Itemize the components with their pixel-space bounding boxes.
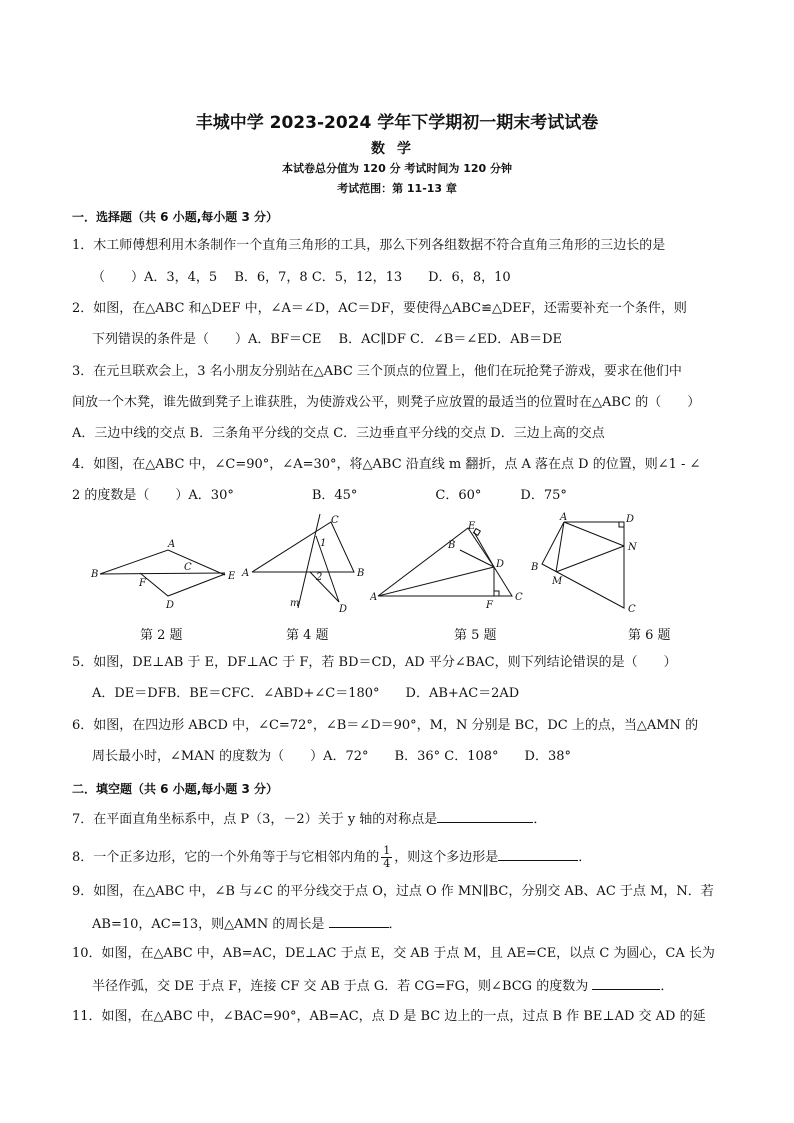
question-8 [72, 845, 591, 870]
subject-title: 数学 [371, 141, 423, 157]
fig6-label-d: D [626, 514, 635, 525]
question-1-options: （ ）A．3，4，5 B．6，7，8 C．5，12，13 D．6，8，10 [92, 270, 511, 285]
question-10-end: ． [660, 979, 674, 994]
fraction-numerator: 1 [383, 844, 391, 857]
fig4-label-angle-2: 2 [316, 572, 323, 583]
fraction-denominator: 4 [383, 857, 391, 870]
fig2-label-c: C [184, 562, 192, 573]
fig5-label-f: F [486, 600, 493, 610]
question-8-end: ． [578, 850, 592, 865]
fig4-label-d: D [339, 604, 348, 615]
fig6-line-an [564, 522, 624, 546]
fig6-label-m: M [552, 576, 563, 587]
question-8-text: 8．一个正多边形，它的一个外角等于与它相邻内角的 [72, 850, 380, 865]
fig5-label-b: B [448, 540, 456, 551]
question-6-options: 周长最小时，∠MAN 的度数为（ ）A．72° B．36° C．108° D．38° [92, 749, 571, 764]
fig2-label-a: A [168, 539, 176, 550]
caption-figure-6: 第 6 题 [628, 628, 671, 643]
fig4-label-b: B [357, 568, 365, 579]
section-choice-heading: 一．选择题（共 6 小题,每小题 3 分） [72, 210, 278, 224]
fig6-quadrilateral-abcd [542, 522, 624, 608]
question-8-text-2: ，则这个多边形是 [394, 850, 499, 865]
answer-blank-9[interactable] [329, 915, 389, 928]
fig5-right-angle-f [494, 591, 499, 596]
question-7-end: ． [533, 812, 547, 827]
question-7 [72, 810, 546, 828]
answer-blank-8[interactable] [498, 848, 578, 861]
question-9-line-1: 9．如图，在△ABC 中，∠B 与∠C 的平分线交于点 O，过点 O 作 MN∥BC，分别交 AB、AC 于点 M，N．若 [72, 884, 714, 899]
fig2-line-f-d-e [140, 573, 225, 596]
fig4-label-c: C [331, 515, 339, 526]
fig5-label-a: A [370, 592, 378, 603]
question-6-line-1: 6．如图，在四边形 ABCD 中，∠C=72°，∠B＝∠D＝90°，M，N 分别是 BC，DC 上的点，当△AMN 的 [72, 718, 699, 733]
question-1-line-1: 1．木工师傅想利用木条制作一个直角三角形的工具，那么下列各组数据不符合直角三角形的三边长的是 [72, 238, 666, 253]
question-5-options: A．DE＝DFB．BE＝CFC．∠ABD+∠C＝180° D．AB+AC＝2AD [92, 686, 520, 701]
fig2-label-e: E [228, 571, 236, 582]
question-9-text: AB=10，AC=13，则△AMN 的周长是 [92, 917, 325, 932]
fig6-line-mn [556, 546, 624, 572]
question-2-options: 下列错误的条件是（ ）A．BF＝CE B．AC∥DF C．∠B＝∠ED．AB＝DE [92, 332, 563, 347]
question-7-text: 7．在平面直角坐标系中，点 P（3，－2）关于 y 轴的对称点是 [72, 812, 438, 827]
question-11-line-1: 11．如图，在△ABC 中，∠BAC=90°，AB=AC，点 D 是 BC 边上的一点，过点 B 作 BE⊥AD 交 AD 的延 [72, 1009, 706, 1024]
fig5-outline [378, 528, 512, 596]
fig4-fold-line-m [298, 514, 323, 608]
figure-question-6 [528, 512, 648, 620]
fig5-label-c: C [515, 592, 523, 603]
caption-figure-2: 第 2 题 [140, 628, 183, 643]
figure-question-5 [370, 520, 530, 610]
fig6-label-a: A [560, 512, 568, 523]
question-10-line-1: 10．如图，在△ABC 中，AB=AC，DE⊥AC 于点 E，交 AB 于点 M，且 AE=CE，以点 C 为圆心，CA 长为 [72, 946, 715, 961]
fig5-label-d: D [496, 559, 505, 570]
fig4-label-m: m [290, 598, 300, 609]
fig5-line-ad [378, 567, 494, 596]
question-2-line-1: 2．如图，在△ABC 和△DEF 中，∠A＝∠D，AC＝DF，要使得△ABC≌△DEF，还需要补充一个条件，则 [72, 301, 687, 316]
fig2-label-f: F [139, 578, 146, 589]
question-3-options: A．三边中线的交点 B．三条角平分线的交点 C．三边垂直平分线的交点 D．三边上高的交点 [72, 426, 605, 441]
fig6-label-n: N [628, 542, 637, 553]
figure-question-4 [236, 512, 376, 622]
question-4-line-1: 4．如图，在△ABC 中，∠C=90°，∠A=30°，将△ABC 沿直线 m 翻折，点 A 落在点 D 的位置，则∠1 - ∠ [72, 457, 701, 472]
fig6-right-angle-d [619, 522, 624, 527]
answer-blank-7[interactable] [437, 810, 533, 823]
answer-blank-10[interactable] [592, 977, 660, 990]
fraction-one-quarter [381, 845, 392, 870]
figure-question-2 [88, 530, 248, 620]
fig4-triangle-abc [252, 522, 354, 572]
question-9-end: ． [388, 917, 402, 932]
question-3-line-1: 3．在元旦联欢会上，3 名小朋友分别站在△ABC 三个顶点的位置上，他们在玩抢凳子游戏，要求在他们中 [72, 364, 682, 379]
question-9-line-2 [92, 915, 402, 933]
question-3-line-2: 间放一个木凳，谁先做到凳子上谁获胜，为使游戏公平，则凳子应放置的最适当的位置时在△ABC 的（ ） [72, 395, 701, 410]
question-10-line-2 [92, 977, 673, 995]
fig2-label-d: D [166, 600, 175, 611]
section-fill-heading: 二．填空题（共 6 小题,每小题 3 分） [72, 782, 278, 796]
question-4-options: 2 的度数是（ ）A．30° B．45° C．60° D．75° [72, 488, 567, 503]
exam-range: 考试范围：第 11-13 章 [337, 182, 457, 195]
fig2-line-b-e [100, 573, 225, 574]
fig2-line-b-a-e [100, 550, 225, 575]
fig5-label-e: E [468, 521, 476, 532]
caption-figure-5: 第 5 题 [454, 628, 497, 643]
fig6-label-b: B [531, 562, 539, 573]
exam-title: 丰城中学 2023-2024 学年下学期初一期末考试试卷 [195, 113, 599, 133]
fig4-label-a: A [242, 568, 250, 579]
caption-figure-4: 第 4 题 [286, 628, 329, 643]
fig4-label-angle-1: 1 [320, 538, 327, 549]
fig2-label-b: B [91, 569, 99, 580]
question-5-line-1: 5．如图，DE⊥AB 于 E，DF⊥AC 于 F，若 BD＝CD，AD 平分∠BAC，则下列结论错误的是（ ） [72, 655, 677, 670]
fig6-label-c: C [628, 604, 636, 615]
score-time-info: 本试卷总分值为 120 分 考试时间为 120 分钟 [281, 162, 513, 175]
question-10-text: 半径作弧，交 DE 于点 F，连接 CF 交 AB 于点 G．若 CG=FG，则∠BCG 的度数为 [92, 979, 589, 994]
